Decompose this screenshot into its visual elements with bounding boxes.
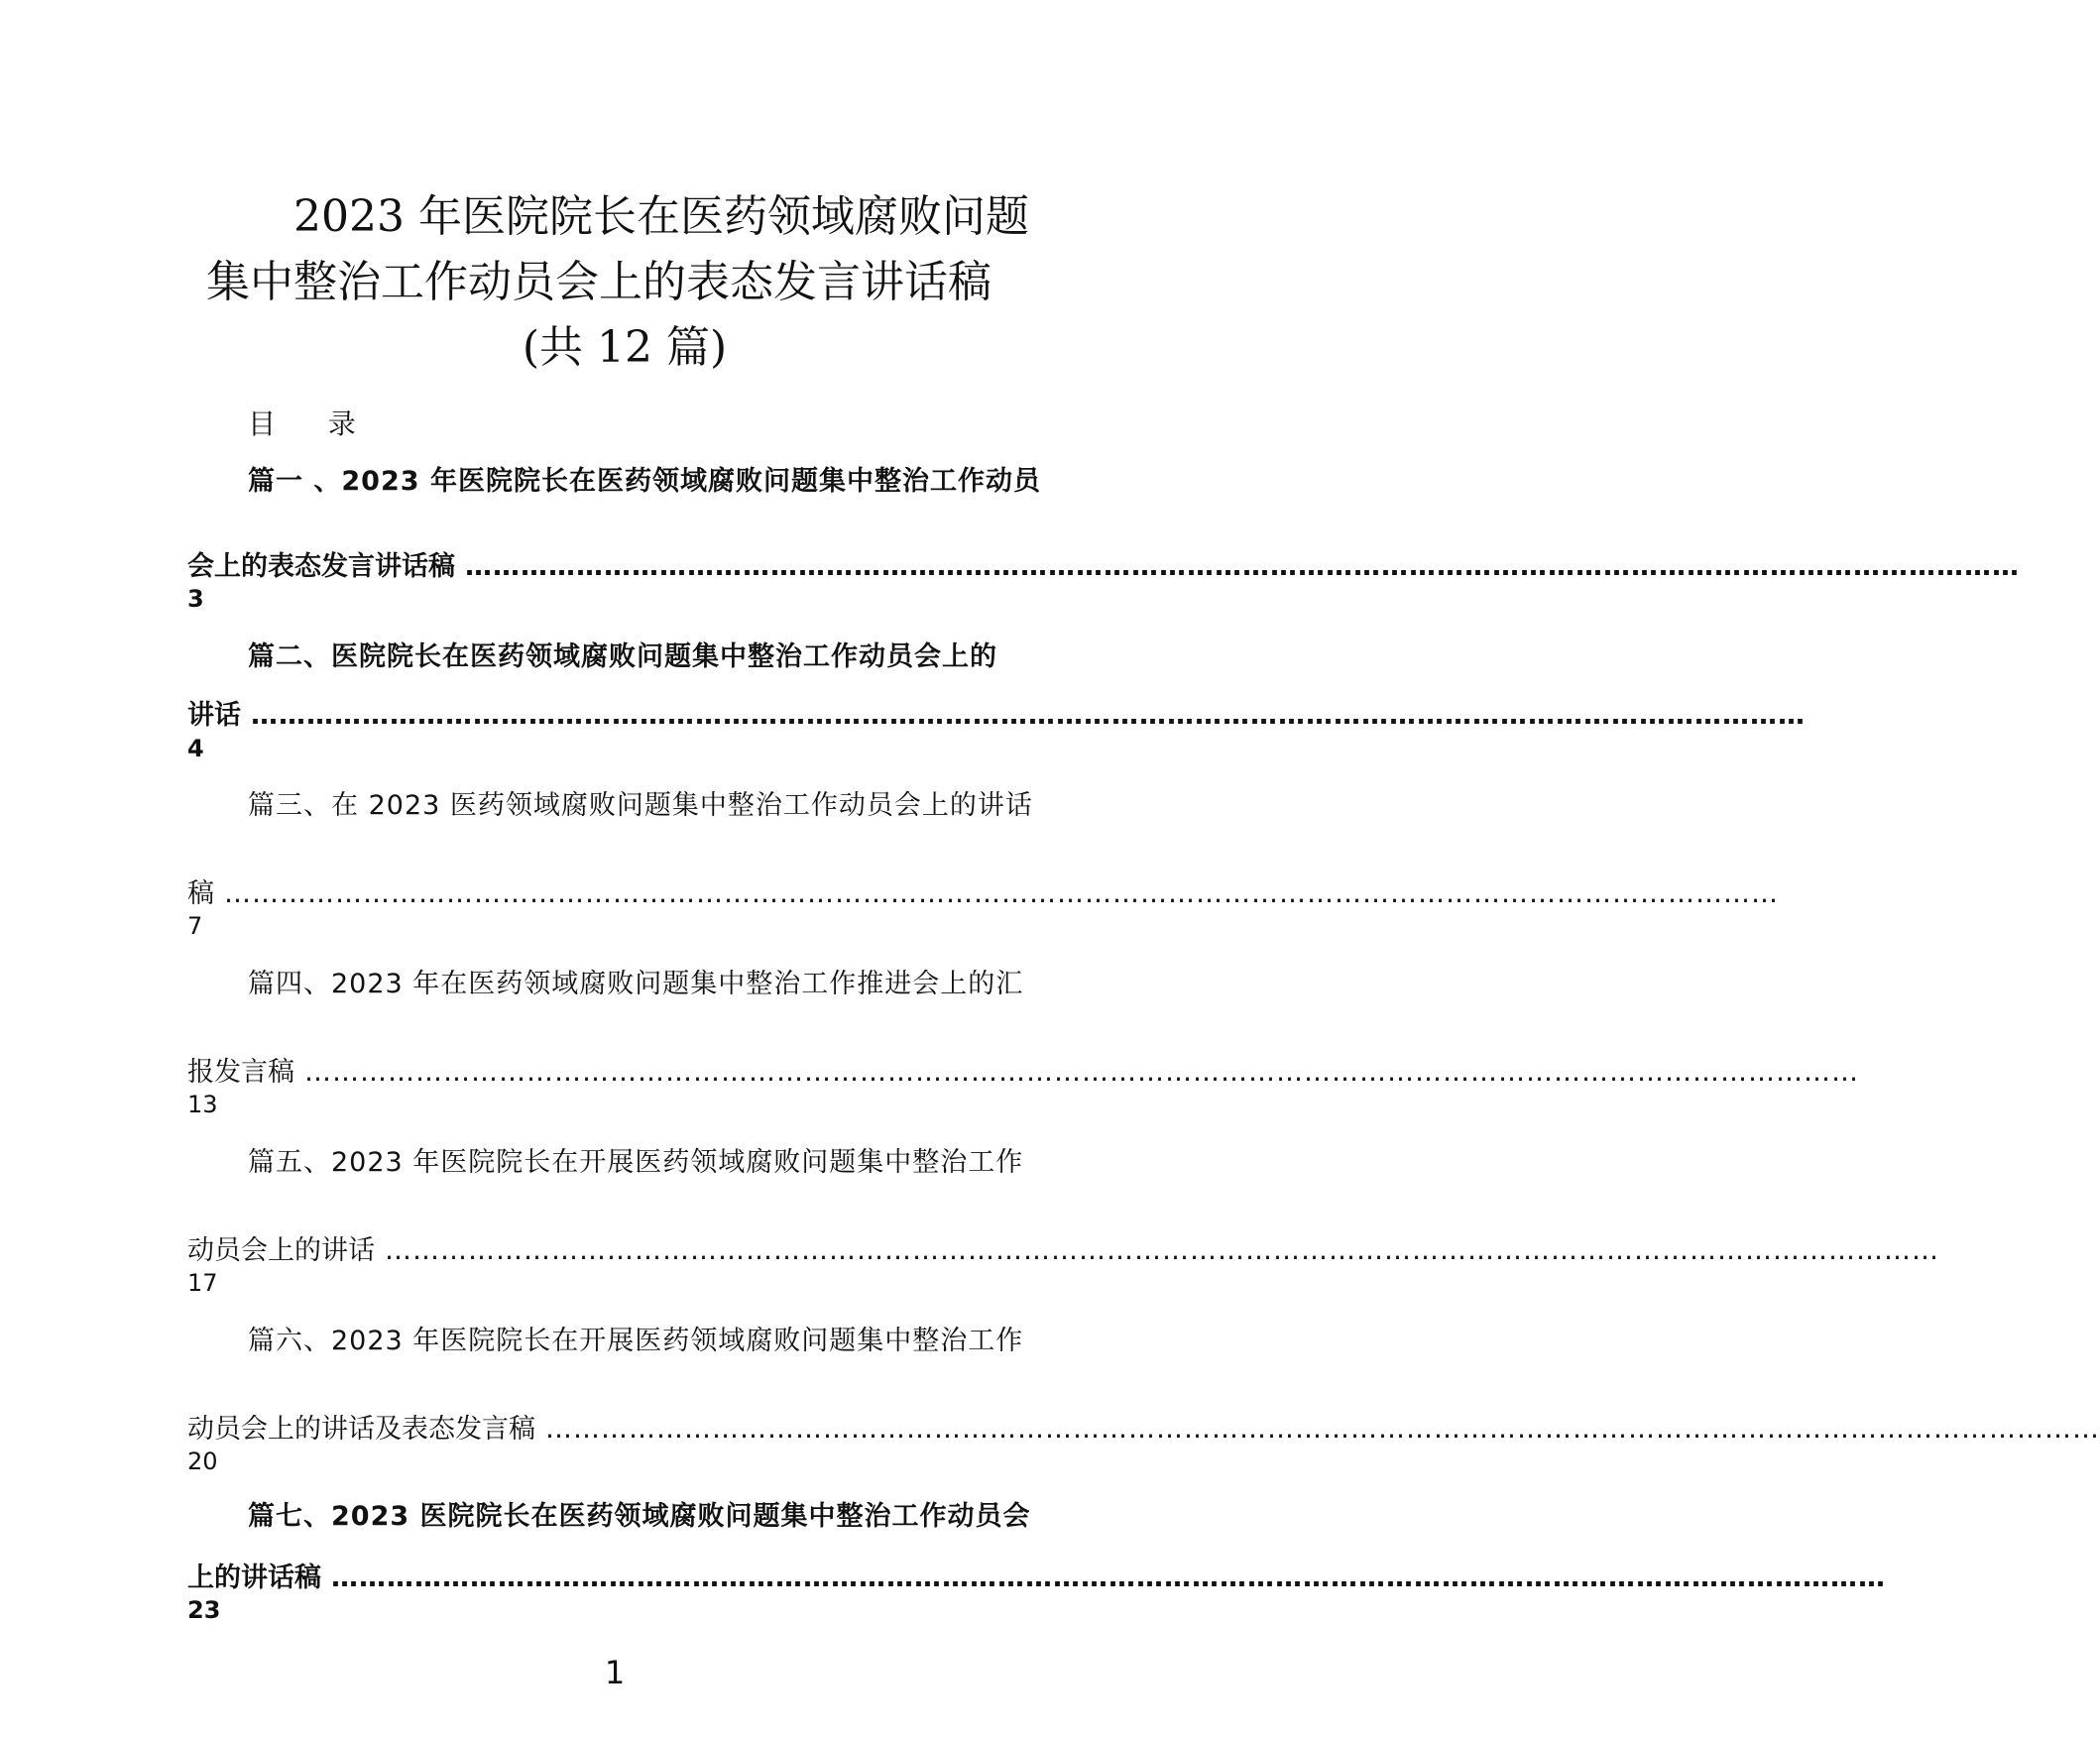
toc-entry-continuation: [187, 551, 2020, 583]
leader-dots: ……………………………………………………………………………………………………………………………………………………: [331, 1563, 1886, 1593]
document-title: [188, 184, 1061, 381]
toc-entry-title-cont: 会上的表态发言讲话稿: [187, 551, 455, 582]
toc-entry-title-cont: 动员会上的讲话及表态发言稿: [187, 1414, 535, 1445]
toc-entry-continuation: [187, 1563, 1886, 1594]
toc-page-number: 4: [187, 735, 204, 762]
leader-dots: ……………………………………………………………………………………………………………………………………………………: [304, 1057, 1859, 1088]
leader-dots: ……………………………………………………………………………………………………………………………………………………: [251, 700, 1806, 731]
leader-dots: ……………………………………………………………………………………………………………………………………………………: [545, 1414, 2100, 1445]
toc-entry-title-cont: 讲话: [187, 700, 241, 731]
toc-entry-continuation: [187, 700, 1806, 732]
toc-entry-title: 篇四、2023 年在医药领域腐败问题集中整治工作推进会上的汇: [248, 969, 1024, 999]
toc-page-number: 17: [187, 1269, 218, 1297]
leader-dots: ……………………………………………………………………………………………………………………………………………………: [465, 551, 2020, 582]
page-number: 1: [604, 1654, 626, 1691]
toc-entry-continuation: [187, 1235, 1939, 1267]
toc-entry-title: 篇三、在 2023 医药领域腐败问题集中整治工作动员会上的讲话: [248, 790, 1033, 821]
leader-dots: ……………………………………………………………………………………………………………………………………………………: [224, 878, 1779, 909]
title-line-1: 2023 年医院院长在医药领域腐败问题: [293, 191, 1029, 242]
leader-dots: ……………………………………………………………………………………………………………………………………………………: [385, 1235, 1939, 1266]
toc-page-number: 23: [187, 1596, 221, 1624]
toc-heading: 目 录: [248, 407, 378, 440]
toc-entry-title: 篇五、2023 年医院院长在开展医药领域腐败问题集中整治工作: [248, 1147, 1024, 1178]
toc-page-number: 20: [187, 1448, 218, 1475]
toc-entry-title: 篇二、医院院长在医药领域腐败问题集中整治工作动员会上的: [248, 641, 997, 672]
toc-entry-title-cont: 上的讲话稿: [187, 1563, 321, 1593]
toc-entry-title-cont: 动员会上的讲话: [187, 1235, 375, 1266]
toc-entry-continuation: [187, 878, 1779, 910]
toc-entry-title-cont: 报发言稿: [187, 1057, 294, 1088]
toc-entry-continuation: [187, 1414, 2100, 1446]
toc-entry-title: 篇七、2023 医院院长在医药领域腐败问题集中整治工作动员会: [248, 1501, 1031, 1532]
title-line-3: (共 12 篇): [522, 322, 728, 373]
toc-entry-title: 篇六、2023 年医院院长在开展医药领域腐败问题集中整治工作: [248, 1326, 1024, 1356]
toc-entry-title-cont: 稿: [187, 878, 214, 909]
title-line-2: 集中整治工作动员会上的表态发言讲话稿: [206, 257, 992, 307]
toc-entry-continuation: [187, 1057, 1859, 1089]
toc-page-number: 7: [187, 912, 203, 940]
toc-page-number: 13: [187, 1091, 218, 1118]
toc-entry-title: 篇一 、2023 年医院院长在医药领域腐败问题集中整治工作动员: [248, 466, 1041, 497]
toc-page-number: 3: [187, 585, 204, 613]
